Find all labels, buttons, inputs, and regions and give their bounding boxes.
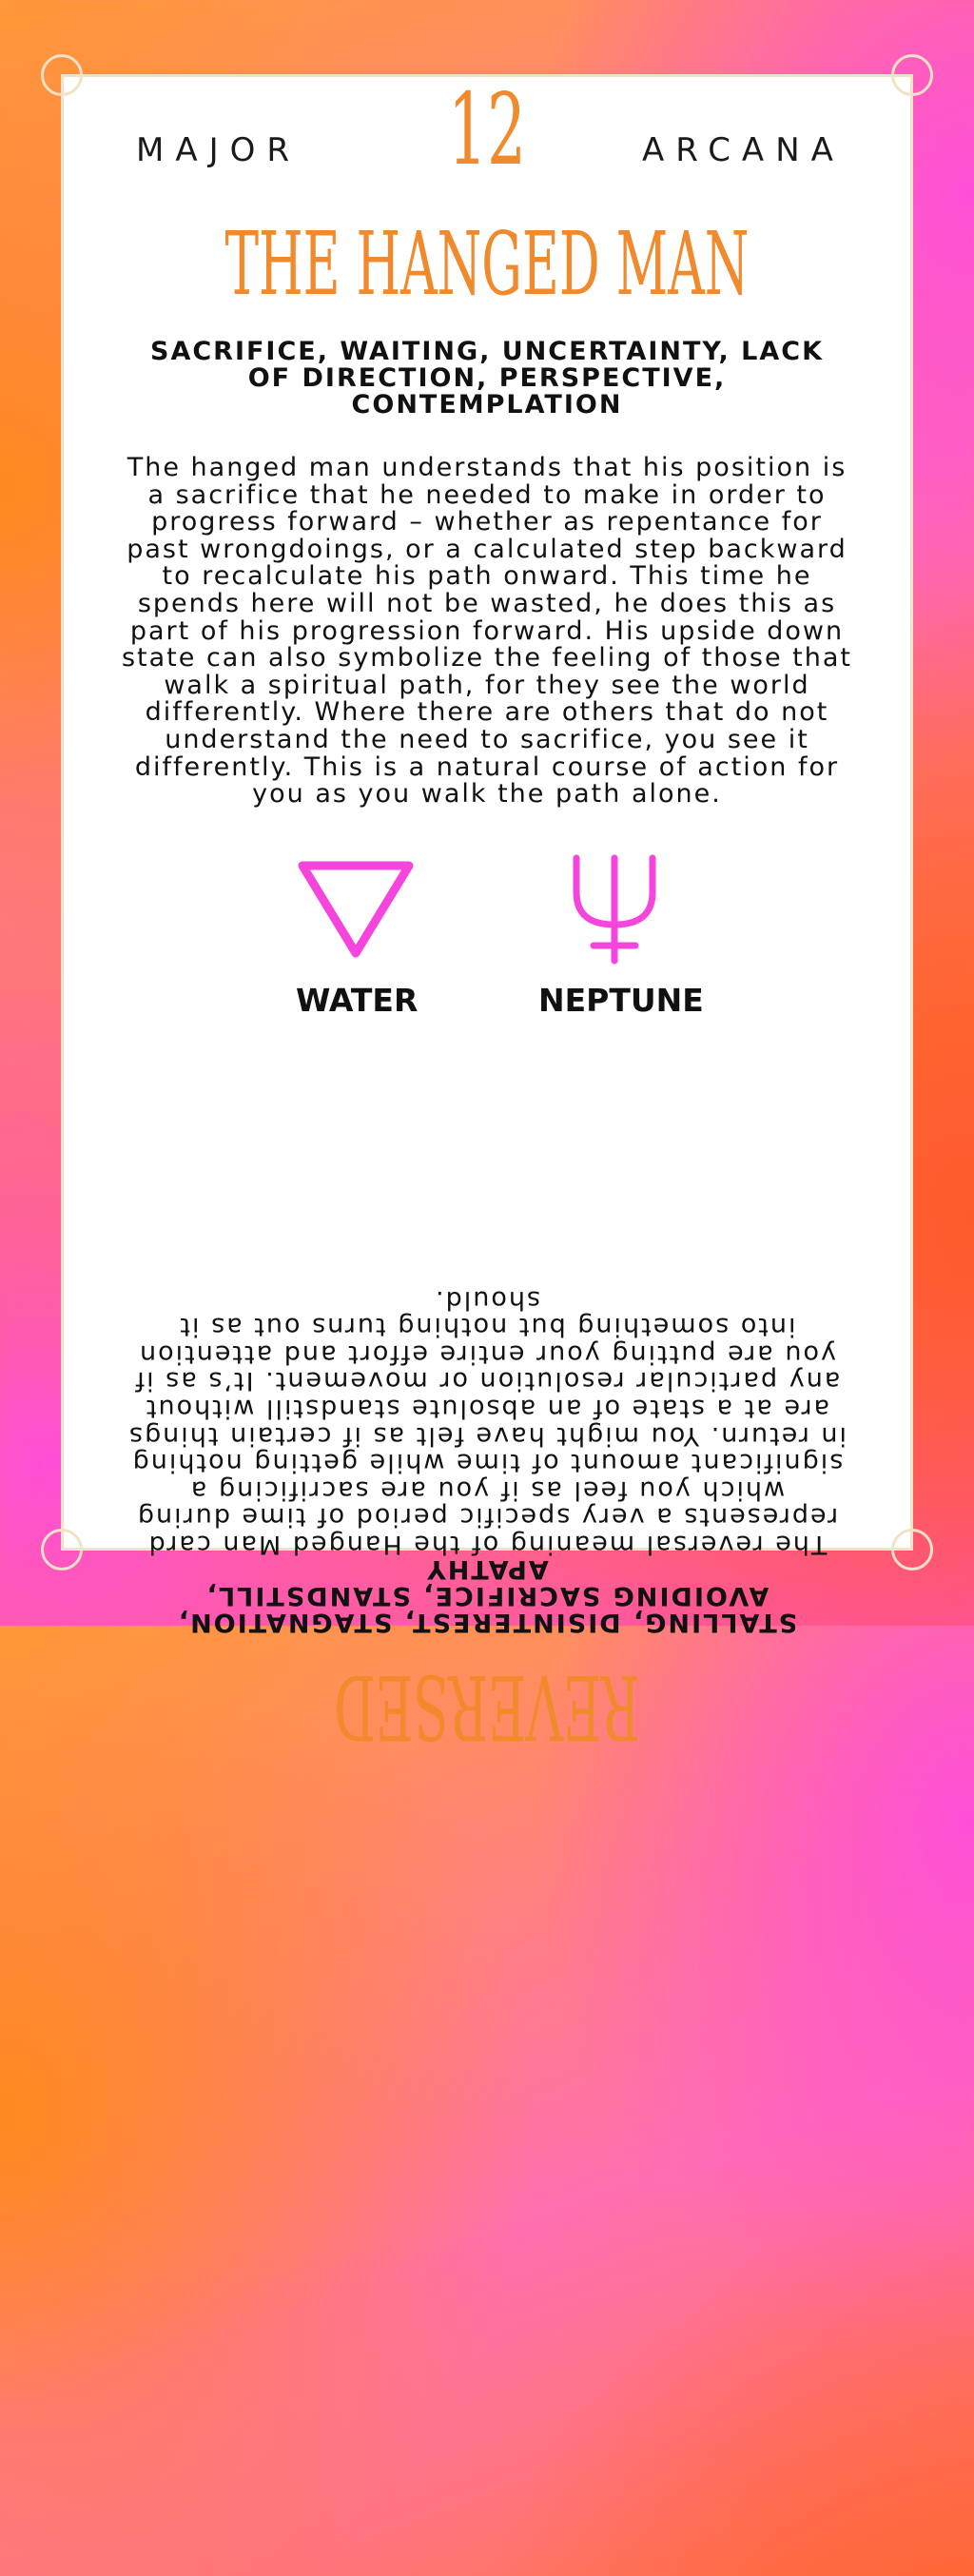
reversed-keywords: STALLING, DISINTEREST, STAGNATION, AVOIDING SACRIFICE, STANDSTILL, APATHY: [176, 1554, 798, 1637]
card-title: THE HANGED MAN: [224, 213, 750, 315]
arcana-label: ARCANA: [642, 131, 845, 169]
planet-label: NEPTUNE: [538, 982, 704, 1019]
card-number: 12: [447, 71, 527, 187]
water-triangle-icon: [295, 858, 417, 963]
card-corner-notch: [891, 54, 933, 96]
element-label: WATER: [296, 982, 419, 1019]
card-corner-notch: [41, 1529, 83, 1571]
card-corner-notch: [41, 54, 83, 96]
upright-description: The hanged man understands that his position is a sacrifice that he needed to make in order to progress forward – whether as repentance for past wrongdoings, or a calculated step backward to recalculate his path onward. This time he spends here will not be wasted, he does this as part of his progression forward. His upside down state can also symbolize the feeling of those that walk a spiritual path, for they see the world differently. Where there are others that do not understand the need to sacrifice, you see it differently. This is a natural course of action for you as you walk the path alone.: [121, 453, 853, 810]
reversed-description: The reversal meaning of the Hanged Man card represents a very specific period of time during which you feel as if you are sacrificing a significant amount of time while getting nothing in return. You might have felt as if certain things are at a state of an absolute standstill without any particular resolution or movement. It’s as if you are putting your entire effort and attention into something but nothing turns out as it should.: [127, 1284, 847, 1559]
major-label: MAJOR: [136, 131, 302, 169]
card-corner-notch: [891, 1529, 933, 1571]
reversed-title: REVERSED: [334, 1654, 640, 1758]
upright-keywords: SACRIFICE, WAITING, UNCERTAINTY, LACK OF DIRECTION, PERSPECTIVE, CONTEMPLATION: [150, 337, 824, 420]
neptune-trident-icon: [571, 854, 658, 965]
